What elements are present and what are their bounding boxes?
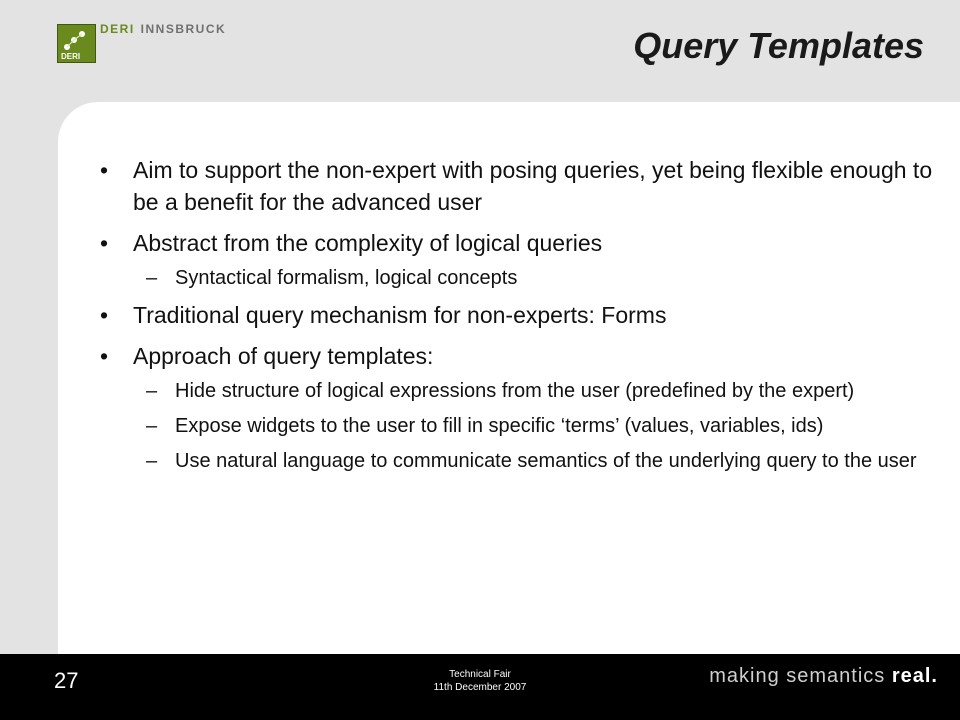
svg-text:DERI: DERI [61, 52, 81, 61]
slide-content [58, 102, 960, 654]
list-item-text: Traditional query mechanism for non-experts: Forms [133, 302, 667, 328]
event-name: Technical Fair [449, 669, 511, 680]
list-item [58, 264, 960, 292]
page-number: 27 [54, 668, 79, 693]
event-info [380, 668, 580, 694]
bullet-icon: • [100, 230, 109, 256]
list-item [58, 227, 960, 259]
slogan [709, 665, 938, 688]
list-item [58, 412, 960, 440]
list-item [58, 377, 960, 405]
list-item [58, 154, 960, 218]
list-item-text: Aim to support the non-expert with posing queries, yet being flexible enough to be a benefit for the advanced user [133, 157, 933, 215]
list-item [58, 299, 960, 331]
list-item-text: Expose widgets to the user to fill in specific ‘terms’ (values, variables, ids) [175, 415, 824, 437]
bullet-list [58, 154, 960, 482]
dash-icon: – [146, 450, 158, 472]
logo-deri-text: DERI [100, 22, 135, 36]
logo-innsbruck-text: INNSBRUCK [140, 22, 227, 36]
slogan-emphasis: real. [891, 665, 938, 687]
slide-title: Query Templates [633, 25, 924, 66]
dash-icon: – [146, 415, 158, 437]
deri-logo-icon [57, 24, 96, 63]
logo-wordmark [100, 22, 226, 36]
bullet-icon: • [100, 343, 109, 369]
bullet-icon: • [100, 157, 109, 183]
list-item [58, 340, 960, 372]
list-item-text: Use natural language to communicate semantics of the underlying query to the user [175, 450, 917, 472]
list-item-text: Abstract from the complexity of logical queries [133, 230, 603, 256]
list-item [58, 447, 960, 475]
list-item-text: Approach of query templates: [133, 343, 434, 369]
slogan-text: making semantics [709, 665, 886, 687]
bullet-icon: • [100, 302, 109, 328]
dash-icon: – [146, 380, 158, 402]
slide-header [0, 0, 960, 105]
dash-icon: – [146, 267, 158, 289]
slide-footer [0, 654, 960, 720]
event-date: 11th December 2007 [433, 682, 527, 693]
list-item-text: Syntactical formalism, logical concepts [175, 267, 518, 289]
list-item-text: Hide structure of logical expressions from the user (predefined by the expert) [175, 380, 855, 402]
